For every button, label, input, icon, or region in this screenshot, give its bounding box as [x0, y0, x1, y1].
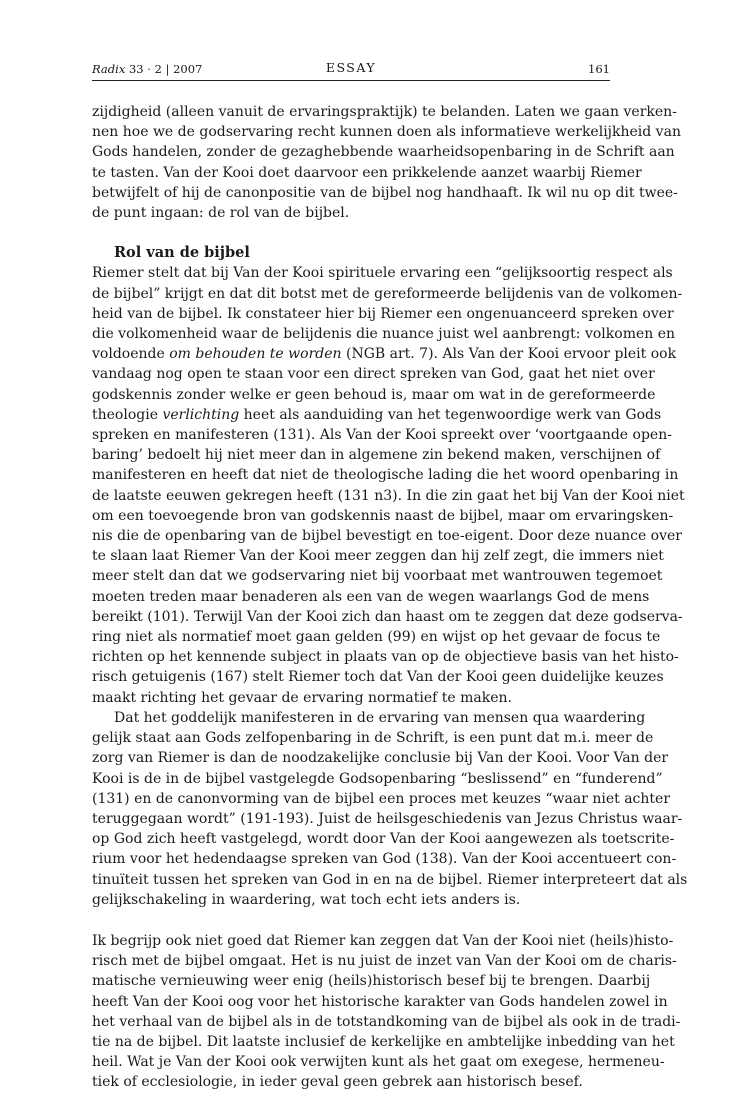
- text-line: matische vernieuwing weer enig (heils)historisch besef bij te brengen. Daarbij: [92, 973, 651, 990]
- text-line: te tasten. Van der Kooi doet daarvoor een prikkelende aanzet waarbij Riemer: [92, 164, 642, 181]
- paragraph-gap: [92, 910, 610, 931]
- text-line: nen hoe we de godservaring recht kunnen doen als informatieve werkelijkheid van: [92, 124, 681, 141]
- text-line: bereikt (101). Terwijl Van der Kooi zich dan haast om te zeggen dat deze godserva-: [92, 608, 683, 625]
- section-heading: Rol van de bijbel: [114, 244, 250, 262]
- text-line: gelijkschakeling in waardering, wat toch echt iets anders is.: [92, 891, 521, 908]
- text-line: Ik begrijp ook niet goed dat Riemer kan zeggen dat Van der Kooi niet (heils)histo-: [92, 932, 674, 949]
- journal-issue: 33 · 2 | 2007: [128, 62, 203, 76]
- article-body: [92, 102, 688, 1093]
- text-line: tinuïteit tussen het spreken van God in en na de bijbel. Riemer interpreteert dat als: [92, 871, 688, 888]
- text-line: vandaag nog open te staan voor een direct spreken van God, gaat het niet over: [92, 366, 655, 383]
- text-line: baring’ bedoelt hij niet meer dan in algemene zin bekend maken, verschijnen of: [92, 447, 661, 464]
- text-line: heil. Wat je Van der Kooi ook verwijten kunt als het gaat om exegese, hermeneu-: [92, 1054, 665, 1071]
- text-line: de laatste eeuwen gekregen heeft (131 n3). In die zin gaat het bij Van der Kooi niet: [92, 487, 685, 504]
- header-rule: [92, 80, 610, 81]
- text-run: theologie: [92, 406, 163, 423]
- text-line: [92, 344, 677, 364]
- running-header: [92, 58, 610, 78]
- text-line: risch getuigenis (167) stelt Riemer toch dat Van der Kooi geen duidelijke keuzes: [92, 669, 664, 686]
- text-line: te slaan laat Riemer Van der Kooi meer zeggen dan hij zelf zegt, die immers niet: [92, 548, 664, 565]
- text-line: richten op het kennende subject in plaats van op de objectieve basis van het histo-: [92, 649, 679, 666]
- text-line: (131) en de canonvorming van de bijbel een proces met keuzes “waar niet achter: [92, 790, 671, 807]
- paragraph-4: [92, 931, 681, 1093]
- text-line: maakt richting het gevaar de ervaring normatief te maken.: [92, 689, 512, 706]
- text-line: betwijfelt of hij de canonpositie van de bijbel nog handhaaft. Ik wil nu op dit twee-: [92, 184, 678, 201]
- text-line: moeten treden maar benaderen als een van de wegen waarlangs God de mens: [92, 588, 650, 605]
- paragraph-3: [92, 708, 688, 910]
- text-line: op God zich heeft vastgelegd, wordt door Van der Kooi aangewezen als toetscrite-: [92, 831, 675, 848]
- text-line: nis die de openbaring van de bijbel bevestigt en toe-eigent. Door deze nuance over: [92, 528, 682, 545]
- journal-name: Radix: [92, 62, 126, 76]
- text-line: om een toevoegende bron van godskennis naast de bijbel, maar om ervaringsken-: [92, 507, 674, 524]
- text-line: teruggegaan wordt” (191-193). Juist de heilsgeschiedenis van Jezus Christus waar-: [92, 810, 683, 827]
- text-line: zorg van Riemer is dan de noodzakelijke conclusie bij Van der Kooi. Voor Van der: [92, 750, 669, 767]
- paragraph-2: [92, 263, 685, 707]
- text-line: zijdigheid (alleen vanuit de ervaringspraktijk) te belanden. Laten we gaan verken-: [92, 104, 677, 120]
- text-line: meer stelt dan dat we godservaring niet bij voorbaat met wantrouwen tegemoet: [92, 568, 663, 585]
- paragraph-1: [92, 102, 681, 223]
- italic-phrase: om behouden te worden: [169, 346, 342, 363]
- text-run: heet als aanduiding van het tegenwoordige werk van Gods: [239, 406, 662, 423]
- text-line: risch met de bijbel omgaat. Het is nu juist de inzet van Van der Kooi om de charis-: [92, 953, 677, 970]
- section-label: ESSAY: [325, 60, 377, 75]
- text-run: voldoende: [92, 346, 170, 363]
- text-line: tie na de bijbel. Dit laatste inclusief de kerkelijke en ambtelijke inbedding van het: [92, 1033, 675, 1050]
- text-line: godskennis zonder welke er geen behoud is, maar om wat in de gereformeerde: [92, 386, 656, 403]
- text-line: ring niet als normatief moet gaan gelden (99) en wijst op het gevaar de focus te: [92, 629, 661, 646]
- page-number: 161: [588, 62, 610, 76]
- text-line: Riemer stelt dat bij Van der Kooi spirituele ervaring een “gelijksoortig respect als: [92, 265, 673, 282]
- text-line: rium voor het hedendaagse spreken van God (138). Van der Kooi accentueert con-: [92, 851, 677, 868]
- text-line: gelijk staat aan Gods zelfopenbaring in de Schrift, is een punt dat m.i. meer de: [92, 730, 654, 747]
- text-line: de punt ingaan: de rol van de bijbel.: [92, 205, 350, 222]
- text-line: spreken en manifesteren (131). Als Van der Kooi spreekt over ‘voortgaande open-: [92, 427, 672, 444]
- text-line: heid van de bijbel. Ik constateer hier bij Riemer een ongenuanceerd spreken over: [92, 305, 674, 322]
- text-line: heeft Van der Kooi oog voor het historische karakter van Gods handelen zowel in: [92, 993, 668, 1010]
- text-line: manifesteren en heeft dat niet de theologische lading die het woord openbaring in: [92, 467, 679, 484]
- text-line: tiek of ecclesiologie, in ieder geval geen gebrek aan historisch besef.: [92, 1074, 583, 1091]
- text-line: de bijbel” krijgt en dat dit botst met de gereformeerde belijdenis van de volkomen-: [92, 285, 683, 302]
- text-line: het verhaal van de bijbel als in de totstandkoming van de bijbel als ook in de tradi-: [92, 1013, 681, 1030]
- text-line: Gods handelen, zonder de gezaghebbende waarheidsopenbaring in de Schrift aan: [92, 144, 675, 161]
- text-line: Dat het goddelijk manifesteren in de ervaring van mensen qua waardering: [114, 709, 646, 726]
- text-line: [92, 405, 662, 425]
- text-line: Kooi is de in de bijbel vastgelegde Godsopenbaring “beslissend” en “funderend”: [92, 770, 663, 787]
- text-run: (NGB art. 7). Als Van der Kooi ervoor pleit ook: [341, 346, 677, 363]
- italic-term: verlichting: [162, 406, 240, 423]
- text-line: die volkomenheid waar de belijdenis die nuance juist wel aanbrengt: volkomen en: [92, 326, 676, 343]
